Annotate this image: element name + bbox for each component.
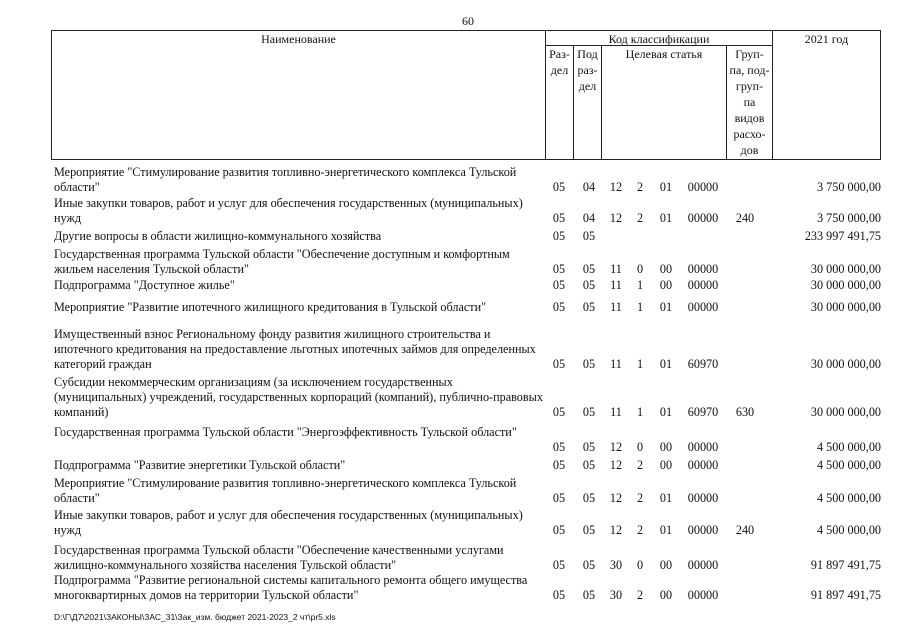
row-code-b: 0 [636, 262, 644, 276]
file-path-footer: D:\Г\Д7\2021\ЗАКОНЫ\ЗАС_31\Зак_изм. бюджет 2021-2023_2 чт\pr5.xls [54, 612, 336, 622]
row-code-r: 05 [552, 357, 566, 371]
row-code-d: 00000 [687, 278, 719, 292]
row-code-a: 11 [610, 405, 622, 419]
table-row [0, 458, 905, 472]
table-row [0, 573, 905, 603]
header-name: Наименование [51, 30, 546, 160]
row-code-c: 01 [659, 405, 673, 419]
row-code-d: 00000 [687, 558, 719, 572]
row-code-r: 05 [552, 211, 566, 225]
row-code-c: 01 [659, 180, 673, 194]
row-code-c: 01 [659, 523, 673, 537]
row-code-r: 05 [552, 180, 566, 194]
row-code-c: 01 [659, 300, 673, 314]
row-amount: 30 000 000,00 [810, 357, 881, 371]
row-amount: 30 000 000,00 [810, 300, 881, 314]
row-name: Государственная программа Тульской области "Энергоэффективность Тульской области" [54, 425, 517, 439]
header-year: 2021 год [772, 30, 881, 160]
row-code-a: 12 [609, 458, 623, 472]
row-code-a: 11 [610, 357, 622, 371]
row-code-pr: 05 [582, 523, 596, 537]
row-code-a: 11 [610, 300, 622, 314]
row-code-b: 1 [636, 300, 644, 314]
row-code-pr: 05 [582, 229, 596, 243]
row-name: Иные закупки товаров, работ и услуг для обеспечения государственных (муниципальных) нужд [54, 508, 523, 537]
row-name: Иные закупки товаров, работ и услуг для обеспечения государственных (муниципальных) нужд [54, 196, 523, 225]
row-code-b: 2 [636, 458, 644, 472]
row-code-a: 30 [609, 588, 623, 602]
table-row [0, 425, 905, 455]
row-name: Субсидии некоммерческим организациям (за исключением государственных (муниципальных) учреждений, государственных корпораций (компаний), публично-правовых компаний) [54, 375, 543, 419]
header-expense-group: Груп- па, под- груп- па видов расхо- дов [726, 45, 773, 160]
row-name: Другие вопросы в области жилищно-коммунального хозяйства [54, 229, 382, 243]
header-target-article: Целевая статья [601, 45, 727, 160]
row-code-d: 00000 [687, 300, 719, 314]
row-code-b: 2 [636, 211, 644, 225]
row-name: Государственная программа Тульской области "Обеспечение качественными услугами жилищно-коммунального хозяйства населения Тульской области" [54, 543, 504, 572]
row-code-d: 00000 [687, 440, 719, 454]
row-amount: 30 000 000,00 [810, 262, 881, 276]
table-row [0, 247, 905, 277]
row-code-r: 05 [552, 523, 566, 537]
row-amount: 4 500 000,00 [817, 458, 881, 472]
row-code-c: 00 [659, 278, 673, 292]
row-amount: 4 500 000,00 [817, 491, 881, 505]
table-row [0, 543, 905, 573]
row-code-r: 05 [552, 405, 566, 419]
header-subsection: Под раз- дел [573, 45, 602, 160]
row-code-r: 05 [552, 458, 566, 472]
row-code-b: 0 [636, 558, 644, 572]
row-code-b: 2 [636, 588, 644, 602]
row-code-d: 00000 [687, 491, 719, 505]
row-name: Подпрограмма "Развитие региональной системы капитального ремонта общего имущества многоквартирных домов на территории Тульской области" [54, 573, 528, 602]
row-code-a: 12 [609, 440, 623, 454]
row-code-c: 00 [659, 262, 673, 276]
row-code-d: 00000 [687, 262, 719, 276]
header-section: Раз- дел [545, 45, 574, 160]
header-classification: Код классификации [545, 30, 773, 46]
row-name: Подпрограмма "Доступное жилье" [54, 278, 235, 292]
row-code-d: 00000 [687, 588, 719, 602]
row-name: Подпрограмма "Развитие энергетики Тульской области" [54, 458, 346, 472]
table-row [0, 375, 905, 420]
row-code-c: 01 [659, 491, 673, 505]
row-amount: 30 000 000,00 [810, 278, 881, 292]
row-code-r: 05 [552, 278, 566, 292]
row-code-d: 00000 [687, 180, 719, 194]
row-code-b: 2 [636, 491, 644, 505]
row-code-b: 1 [636, 357, 644, 371]
row-code-pr: 05 [582, 558, 596, 572]
row-code-r: 05 [552, 491, 566, 505]
row-code-pr: 05 [582, 262, 596, 276]
row-code-b: 1 [636, 405, 644, 419]
row-code-pr: 05 [582, 405, 596, 419]
row-code-pr: 05 [582, 357, 596, 371]
row-code-c: 00 [659, 558, 673, 572]
row-code-pr: 05 [582, 458, 596, 472]
row-code-d: 00000 [687, 458, 719, 472]
row-code-a: 11 [610, 262, 622, 276]
row-code-a: 12 [609, 491, 623, 505]
row-code-d: 60970 [687, 405, 719, 419]
row-code-d: 00000 [687, 211, 719, 225]
row-code-a: 11 [610, 278, 622, 292]
row-amount: 91 897 491,75 [810, 588, 881, 602]
table-row [0, 278, 905, 292]
page-number: 60 [462, 14, 474, 28]
row-code-g: 630 [735, 405, 755, 419]
row-amount: 30 000 000,00 [810, 405, 881, 419]
row-code-b: 2 [636, 180, 644, 194]
row-amount: 3 750 000,00 [817, 211, 881, 225]
row-amount: 4 500 000,00 [817, 440, 881, 454]
row-code-c: 00 [659, 588, 673, 602]
row-amount: 3 750 000,00 [817, 180, 881, 194]
table-row [0, 196, 905, 226]
table-row [0, 300, 905, 314]
row-code-pr: 04 [582, 211, 596, 225]
table-row [0, 327, 905, 372]
row-code-pr: 05 [582, 300, 596, 314]
table-row [0, 165, 905, 195]
row-code-c: 00 [659, 440, 673, 454]
row-code-g: 240 [735, 523, 755, 537]
row-amount: 91 897 491,75 [810, 558, 881, 572]
row-code-b: 1 [636, 278, 644, 292]
row-code-pr: 05 [582, 491, 596, 505]
row-code-c: 01 [659, 211, 673, 225]
row-code-pr: 05 [582, 588, 596, 602]
row-name: Государственная программа Тульской области "Обеспечение доступным и комфортным жильем населения Тульской области" [54, 247, 510, 276]
row-code-g: 240 [735, 211, 755, 225]
row-code-r: 05 [552, 558, 566, 572]
row-name: Имущественный взнос Региональному фонду развития жилищного строительства и ипотечного кредитования на предоставление льготных ипотечных займов для определенных категорий граждан [54, 327, 536, 371]
row-code-d: 00000 [687, 523, 719, 537]
row-code-r: 05 [552, 300, 566, 314]
row-code-r: 05 [552, 229, 566, 243]
row-code-b: 2 [636, 523, 644, 537]
row-code-a: 30 [609, 558, 623, 572]
table-row [0, 508, 905, 538]
row-code-r: 05 [552, 440, 566, 454]
row-code-pr: 04 [582, 180, 596, 194]
row-code-r: 05 [552, 588, 566, 602]
row-code-c: 00 [659, 458, 673, 472]
row-code-d: 60970 [687, 357, 719, 371]
row-name: Мероприятие "Стимулирование развития топливно-энергетического комплекса Тульской области" [54, 165, 517, 194]
row-code-c: 01 [659, 357, 673, 371]
row-code-b: 0 [636, 440, 644, 454]
row-code-pr: 05 [582, 440, 596, 454]
row-name: Мероприятие "Развитие ипотечного жилищного кредитования в Тульской области" [54, 300, 487, 314]
row-name: Мероприятие "Стимулирование развития топливно-энергетического комплекса Тульской области" [54, 476, 517, 505]
row-code-pr: 05 [582, 278, 596, 292]
row-code-a: 12 [609, 211, 623, 225]
row-code-r: 05 [552, 262, 566, 276]
row-code-a: 12 [609, 180, 623, 194]
table-row [0, 229, 905, 243]
table-row [0, 476, 905, 506]
row-amount: 4 500 000,00 [817, 523, 881, 537]
row-amount: 233 997 491,75 [804, 229, 881, 243]
row-code-a: 12 [609, 523, 623, 537]
